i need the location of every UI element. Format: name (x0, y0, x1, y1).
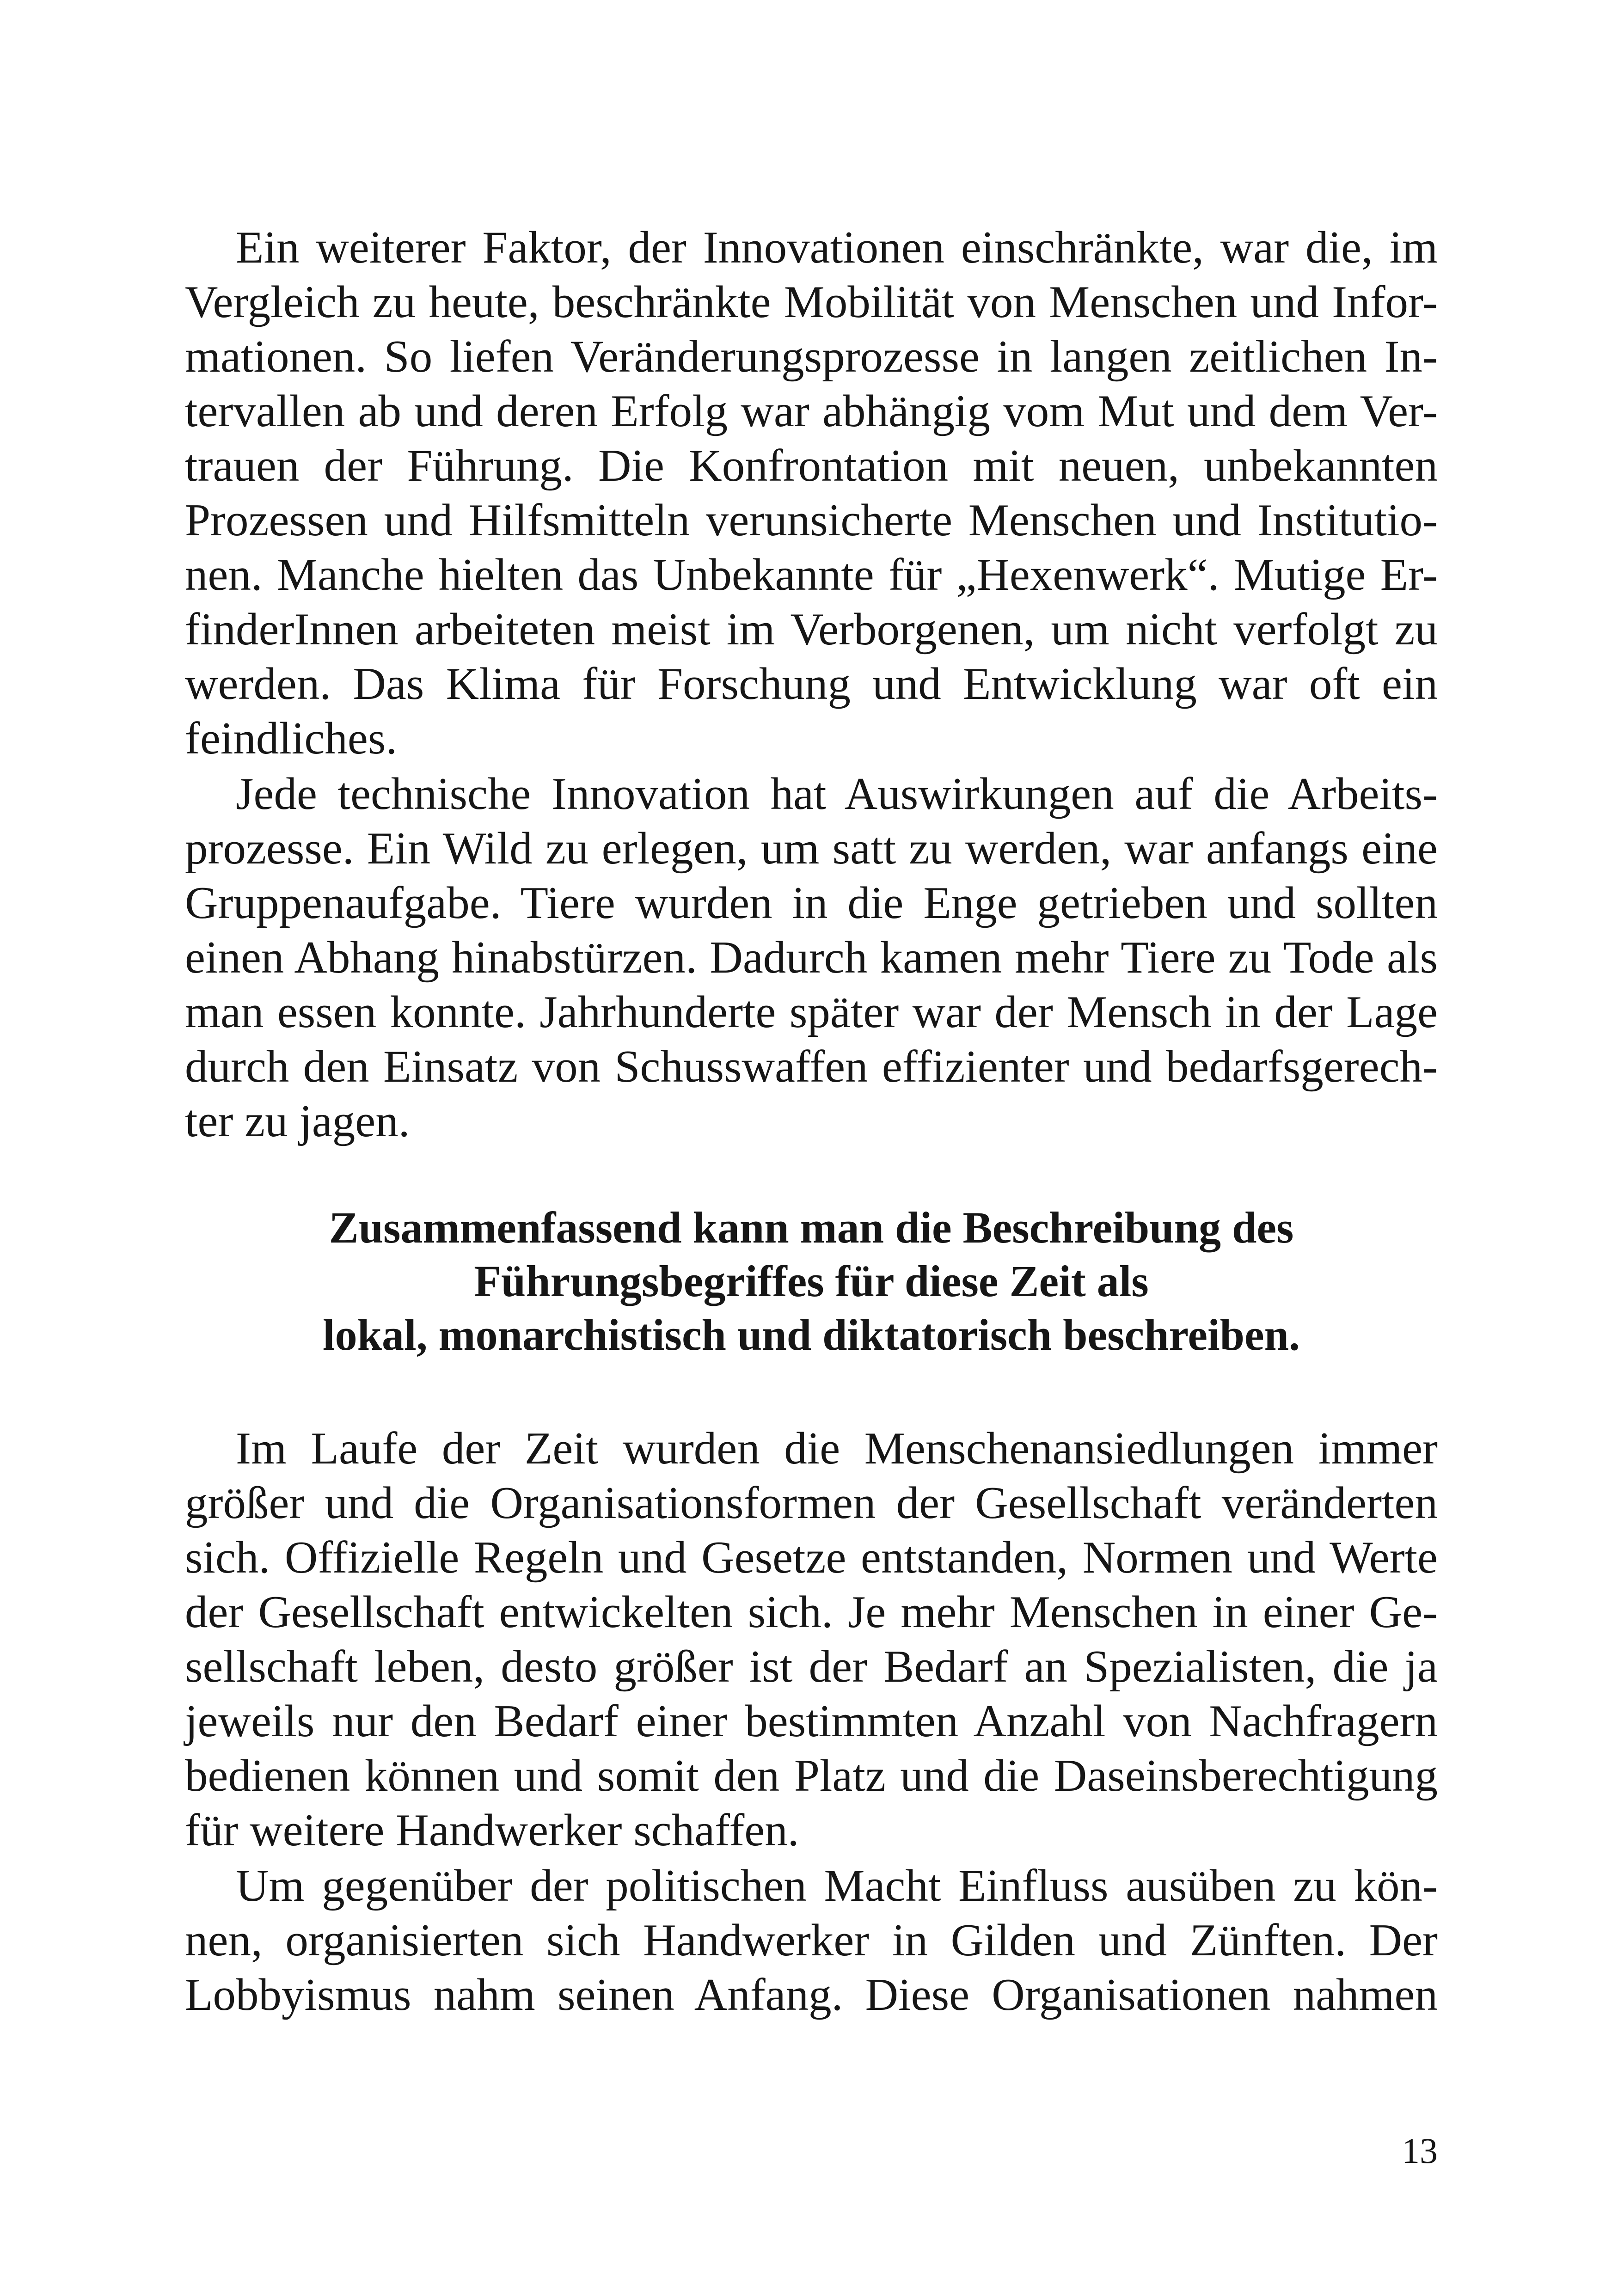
text-line: sellschaft leben, desto größer ist der Bedarf an Spezialisten, die ja (185, 1641, 1438, 1692)
text-line: nen. Manche hielten das Unbekannte für „Hexenwerk“. Mutige Er- (185, 550, 1438, 600)
text-line: man essen konnte. Jahrhunderte später war der Mensch in der Lage (185, 987, 1438, 1037)
text-line: Prozessen und Hilfsmitteln verunsicherte Menschen und Institutio- (185, 495, 1438, 545)
text-line: Im Laufe der Zeit wurden die Menschenansiedlungen immer (236, 1423, 1438, 1474)
text-line: sich. Offizielle Regeln und Gesetze entstanden, Normen und Werte (185, 1532, 1438, 1583)
summary-heading (185, 1201, 1438, 1362)
text-line: tervallen ab und deren Erfolg war abhängig vom Mut und dem Ver- (185, 386, 1438, 436)
text-line: finderInnen arbeiteten meist im Verborgenen, um nicht verfolgt zu (185, 604, 1438, 655)
text-line: Ein weiterer Faktor, der Innovationen einschränkte, war die, im (236, 222, 1438, 273)
paragraph-2 (185, 767, 1438, 1149)
text-line: der Gesellschaft entwickelten sich. Je mehr Menschen in einer Ge- (185, 1587, 1438, 1637)
heading-line: Zusammenfassend kann man die Beschreibung des (329, 1203, 1294, 1252)
text-line: durch den Einsatz von Schusswaffen effizienter und bedarfsgerech- (185, 1041, 1438, 1092)
text-line: mationen. So liefen Veränderungsprozesse in langen zeitlichen In- (185, 331, 1438, 382)
text-line: Vergleich zu heute, beschränkte Mobilität von Menschen und Infor- (185, 277, 1438, 327)
paragraph-4 (185, 1859, 1438, 2022)
text-line: Um gegenüber der politischen Macht Einfluss ausüben zu kön- (236, 1861, 1438, 1911)
heading-line: lokal, monarchistisch und diktatorisch beschreiben. (322, 1310, 1300, 1359)
text-line: werden. Das Klima für Forschung und Entwicklung war oft ein (185, 659, 1438, 709)
paragraph-1 (185, 220, 1438, 766)
text-line: Gruppenaufgabe. Tiere wurden in die Enge getrieben und sollten (185, 878, 1438, 928)
text-line: prozesse. Ein Wild zu erlegen, um satt zu werden, war anfangs eine (185, 823, 1438, 874)
text-line: für weitere Handwerker schaffen. (185, 1805, 799, 1855)
text-line: Lobbyismus nahm seinen Anfang. Diese Organisationen nahmen (185, 1970, 1438, 2020)
text-line: nen, organisierten sich Handwerker in Gilden und Zünften. Der (185, 1915, 1438, 1965)
page-number: 13 (1402, 2131, 1438, 2171)
text-line: feindliches. (185, 713, 398, 764)
text-line: Jede technische Innovation hat Auswirkungen auf die Arbeits- (236, 769, 1438, 819)
text-line: trauen der Führung. Die Konfrontation mit neuen, unbekannten (185, 441, 1438, 491)
text-line: ter zu jagen. (185, 1096, 410, 1146)
heading-line: Führungsbegriffes für diese Zeit als (474, 1256, 1149, 1306)
text-line: einen Abhang hinabstürzen. Dadurch kamen mehr Tiere zu Tode als (185, 932, 1438, 983)
text-line: größer und die Organisationsformen der Gesellschaft veränderten (185, 1478, 1438, 1528)
text-line: bedienen können und somit den Platz und die Daseinsberechtigung (185, 1751, 1438, 1801)
text-line: jeweils nur den Bedarf einer bestimmten Anzahl von Nachfragern (185, 1696, 1438, 1746)
paragraph-3 (185, 1421, 1438, 1858)
